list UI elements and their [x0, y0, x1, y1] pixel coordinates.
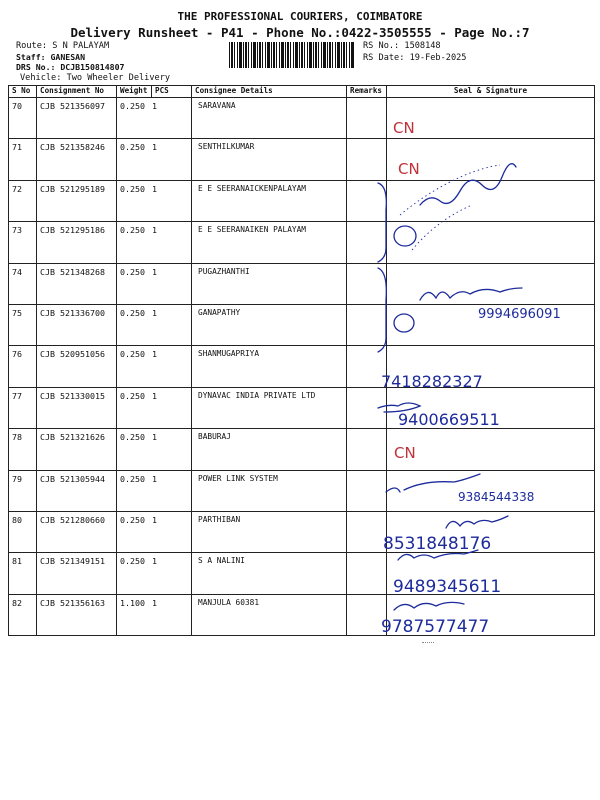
consignment-cell: CJB 521321626 — [37, 429, 117, 470]
sno-cell: 78 — [9, 429, 37, 470]
cn-mark: CN — [398, 160, 420, 178]
weight-value: 0.250 — [120, 432, 145, 443]
weight-value: 0.250 — [120, 101, 145, 111]
staff-label: Staff: GANESAN — [16, 52, 86, 62]
cn-mark: CN — [393, 119, 415, 137]
pcs-value: 1 — [152, 307, 157, 318]
signature-mark — [446, 516, 508, 528]
weight-value: 0.250 — [120, 390, 145, 401]
pcs-value: 1 — [152, 183, 157, 194]
sno-cell: 71 — [9, 139, 37, 180]
pcs-value: 1 — [152, 597, 157, 608]
consignee-cell: POWER LINK SYSTEM — [192, 470, 347, 511]
consignee-cell: SENTHILKUMAR — [192, 139, 347, 180]
consignment-cell: CJB 521330015 — [37, 387, 117, 428]
company-name: THE PROFESSIONAL COURIERS, COIMBATORE — [177, 10, 423, 23]
seal-stamp — [412, 205, 472, 250]
weight-value: 1.100 — [120, 597, 145, 608]
pcs-value: 1 — [152, 101, 157, 111]
sno-cell: 73 — [9, 222, 37, 263]
consignee-cell: PUGAZHANTHI — [192, 263, 347, 304]
handwritten-phone: 8531848176 — [383, 534, 492, 554]
consignment-cell: CJB 521305944 — [37, 470, 117, 511]
sno-cell: 80 — [9, 511, 37, 552]
column-header-weight: Weight — [117, 86, 152, 98]
drs-label: DRS No.: DCJB150814807 — [16, 62, 125, 72]
signature-mark — [420, 288, 522, 300]
weight-value: 0.250 — [120, 225, 145, 236]
rs-date: RS Date: 19-Feb-2025 — [363, 53, 467, 63]
sno-cell: 70 — [9, 98, 37, 139]
consignee-cell: MANJULA 60381 — [192, 594, 347, 635]
pcs-value: 1 — [152, 142, 157, 153]
pcs-value: 1 — [152, 225, 157, 236]
consignee-cell: E E SEERANAIKEN PALAYAM — [192, 222, 347, 263]
weight-value: 0.250 — [120, 266, 145, 277]
route-label: Route: S N PALAYAM — [16, 41, 110, 51]
column-header-pcs: PCS — [152, 86, 192, 98]
runsheet-title: Delivery Runsheet - P41 - Phone No.:0422-3505555 - Page No.:7 — [70, 25, 530, 40]
signature-mark — [394, 602, 464, 610]
sno-cell: 81 — [9, 553, 37, 594]
pcs-value: 1 — [152, 349, 157, 360]
consignee-cell: S A NALINI — [192, 553, 347, 594]
handwritten-phone: 7418282327 — [381, 372, 483, 391]
weight-value: 0.250 — [120, 307, 145, 318]
consignment-cell: CJB 521356097 — [37, 98, 117, 139]
consignee-cell: E E SEERANAICKENPALAYAM — [192, 180, 347, 221]
handwritten-phone: 9787577477 — [381, 617, 490, 637]
pcs-value: 1 — [152, 390, 157, 401]
sno-cell: 82 — [9, 594, 37, 635]
vehicle-label: Vehicle: Two Wheeler Delivery — [20, 73, 171, 83]
circled-number — [394, 226, 416, 246]
pcs-value: 1 — [152, 432, 157, 443]
pcs-value: 1 — [152, 514, 157, 525]
pcs-value: 1 — [152, 266, 157, 277]
weight-value: 0.250 — [120, 514, 145, 525]
column-header-consignment: Consignment No — [37, 86, 117, 98]
weight-value: 0.250 — [120, 473, 145, 484]
consignment-cell: CJB 521280660 — [37, 511, 117, 552]
cn-mark: CN — [394, 444, 416, 462]
weight-value: 0.250 — [120, 349, 145, 360]
consignee-cell: SARAVANA — [192, 98, 347, 139]
signature-mark — [420, 164, 516, 205]
consignee-cell: SHANMUGAPRIYA — [192, 346, 347, 387]
consignment-cell: CJB 521336700 — [37, 304, 117, 345]
consignee-cell: BABURAJ — [192, 429, 347, 470]
brace-mark — [378, 268, 386, 352]
consignment-cell: CJB 520951056 — [37, 346, 117, 387]
consignment-cell: CJB 521358246 — [37, 139, 117, 180]
handwritten-phone: 9400669511 — [398, 410, 500, 429]
weight-value: 0.250 — [120, 183, 145, 194]
footer-mark — [422, 642, 434, 647]
column-header-sno: S No — [9, 86, 37, 98]
brace-mark — [378, 183, 386, 262]
rs-number: RS No.: 1508148 — [363, 41, 441, 51]
consignment-cell: CJB 521295189 — [37, 180, 117, 221]
consignment-cell: CJB 521356163 — [37, 594, 117, 635]
pcs-value: 1 — [152, 556, 157, 567]
consignee-cell: PARTHIBAN — [192, 511, 347, 552]
sno-cell: 72 — [9, 180, 37, 221]
column-header-signature: Seal & Signature — [387, 86, 595, 98]
sno-cell: 79 — [9, 470, 37, 511]
handwritten-phone: 9384544338 — [458, 490, 535, 504]
sno-cell: 77 — [9, 387, 37, 428]
column-header-remarks: Remarks — [347, 86, 387, 98]
consignment-cell: CJB 521349151 — [37, 553, 117, 594]
sno-cell: 74 — [9, 263, 37, 304]
handwritten-phone: 9489345611 — [393, 577, 502, 597]
consignee-cell: DYNAVAC INDIA PRIVATE LTD — [192, 387, 347, 428]
consignee-cell: GANAPATHY — [192, 304, 347, 345]
sno-cell: 75 — [9, 304, 37, 345]
circled-number — [394, 314, 414, 332]
weight-value: 0.250 — [120, 142, 145, 153]
handwritten-phone: 9994696091 — [478, 307, 561, 322]
column-header-consignee: Consignee Details — [192, 86, 347, 98]
weight-value: 0.250 — [120, 556, 145, 567]
pcs-value: 1 — [152, 473, 157, 484]
sno-cell: 76 — [9, 346, 37, 387]
consignment-cell: CJB 521295186 — [37, 222, 117, 263]
consignment-cell: CJB 521348268 — [37, 263, 117, 304]
